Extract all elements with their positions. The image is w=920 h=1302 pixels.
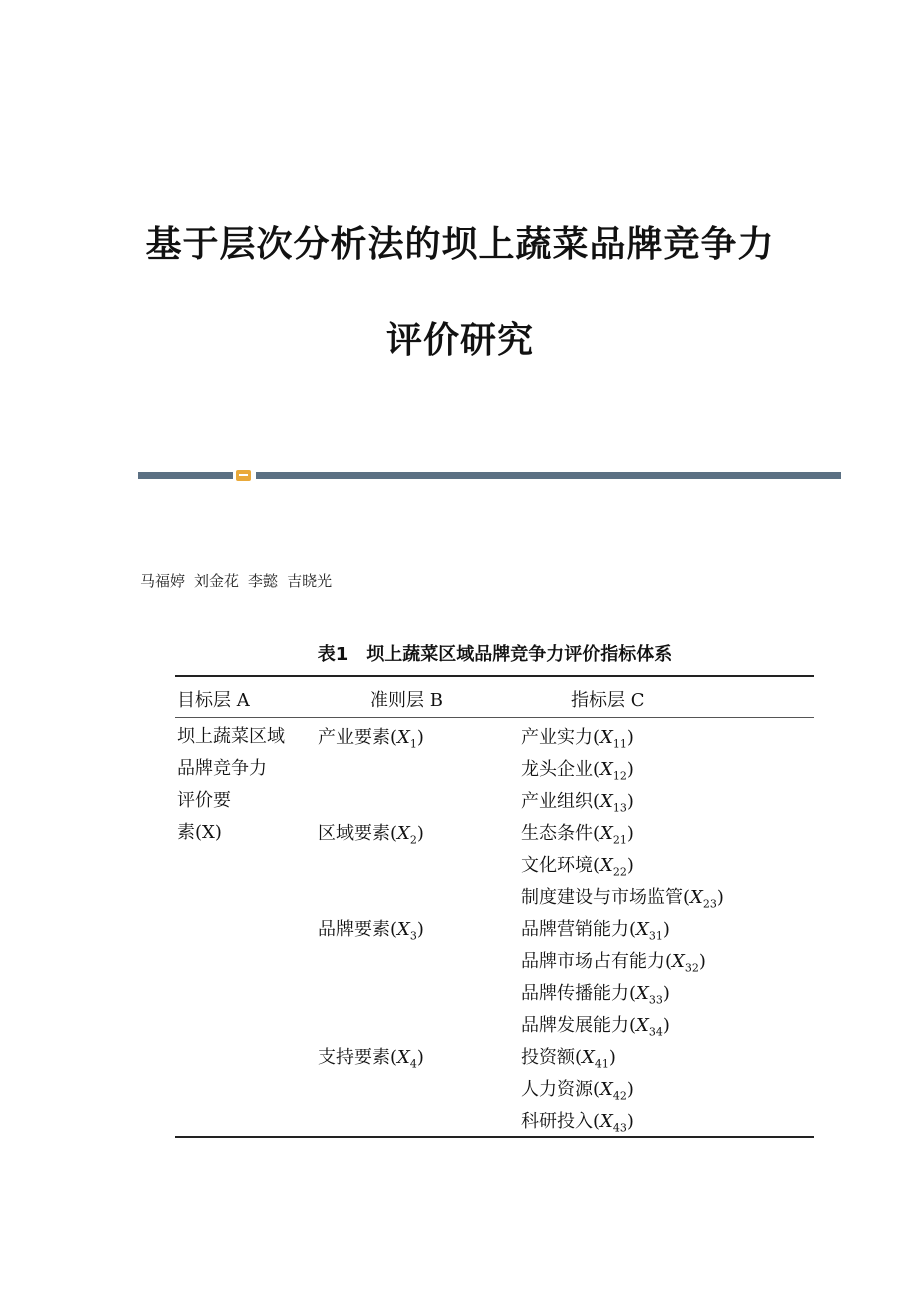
- indicator-cell-label: 科研投入: [521, 1111, 593, 1132]
- indicator-cell-label: 品牌传播能力: [521, 983, 629, 1004]
- indicator-cell-variable: X: [672, 951, 685, 972]
- goal-cell: [177, 721, 317, 849]
- criteria-cell: 品牌要素$(X_3)$: [318, 919, 424, 943]
- header-indicator-layer: 指标层 C: [571, 690, 645, 711]
- indicator-cell: 产业组织$(X_{13})$: [521, 791, 634, 815]
- indicator-cell-subscript: 22: [612, 865, 627, 879]
- indicator-cell-subscript: 33: [648, 993, 663, 1007]
- divider-book-icon: [236, 470, 251, 481]
- indicator-cell-subscript: 42: [612, 1089, 627, 1103]
- criteria-cell-variable: X: [397, 727, 410, 748]
- title-divider: [138, 470, 841, 480]
- divider-bar-right: [256, 472, 841, 479]
- criteria-cell-variable: X: [397, 919, 410, 940]
- indicator-cell-subscript: 34: [648, 1025, 663, 1039]
- criteria-cell: 支持要素$(X_4)$: [318, 1047, 424, 1071]
- indicator-cell-variable: X: [636, 1015, 649, 1036]
- indicator-cell-subscript: 31: [648, 929, 663, 943]
- indicator-cell-label: 品牌市场占有能力: [521, 951, 665, 972]
- criteria-cell: 区域要素$(X_2)$: [318, 823, 424, 847]
- indicator-cell-subscript: 21: [612, 833, 627, 847]
- index-system-table: [175, 675, 814, 1138]
- indicator-cell-subscript: 41: [594, 1057, 609, 1071]
- header-goal-layer: 目标层 A: [177, 690, 250, 711]
- indicator-cell-variable: X: [600, 823, 613, 844]
- indicator-cell-variable: X: [600, 1111, 613, 1132]
- indicator-cell: 投资额$(X_{41})$: [521, 1047, 616, 1071]
- goal-line: 评价要: [177, 790, 231, 811]
- indicator-cell-label: 产业组织: [521, 791, 593, 812]
- criteria-cell-subscript: 2: [409, 833, 417, 847]
- indicator-cell: 文化环境$(X_{22})$: [521, 855, 634, 879]
- indicator-cell-label: 人力资源: [521, 1079, 593, 1100]
- indicator-cell: 生态条件$(X_{21})$: [521, 823, 634, 847]
- criteria-cell-subscript: 3: [409, 929, 417, 943]
- indicator-cell: 品牌发展能力$(X_{34})$: [521, 1015, 670, 1039]
- indicator-cell-subscript: 43: [612, 1121, 627, 1135]
- indicator-cell-label: 产业实力: [521, 727, 593, 748]
- table-header-row: [175, 677, 814, 718]
- indicator-cell: 龙头企业$(X_{12})$: [521, 759, 634, 783]
- indicator-cell-subscript: 12: [612, 769, 627, 783]
- indicator-cell-variable: X: [600, 727, 613, 748]
- criteria-cell-subscript: 1: [409, 737, 417, 751]
- criteria-cell-label: 支持要素: [318, 1047, 390, 1068]
- indicator-cell: 制度建设与市场监管$(X_{23})$: [521, 887, 724, 911]
- indicator-cell-subscript: 23: [702, 897, 717, 911]
- indicator-cell: 品牌传播能力$(X_{33})$: [521, 983, 670, 1007]
- criteria-cell-variable: X: [397, 823, 410, 844]
- table-caption: 表1 坝上蔬菜区域品牌竞争力评价指标体系: [317, 644, 673, 665]
- indicator-cell: 人力资源$(X_{42})$: [521, 1079, 634, 1103]
- indicator-cell-label: 品牌营销能力: [521, 919, 629, 940]
- indicator-cell-variable: X: [636, 919, 649, 940]
- indicator-cell: 品牌营销能力$(X_{31})$: [521, 919, 670, 943]
- indicator-cell: 科研投入$(X_{43})$: [521, 1111, 634, 1135]
- indicator-cell-variable: X: [690, 887, 703, 908]
- indicator-cell: 品牌市场占有能力$(X_{32})$: [521, 951, 706, 975]
- indicator-cell-label: 投资额: [521, 1047, 575, 1068]
- criteria-cell-subscript: 4: [409, 1057, 417, 1071]
- indicator-cell-variable: X: [582, 1047, 595, 1068]
- criteria-cell: 产业要素$(X_1)$: [318, 727, 424, 751]
- indicator-cell-label: 文化环境: [521, 855, 593, 876]
- indicator-cell-label: 生态条件: [521, 823, 593, 844]
- indicator-cell-label: 品牌发展能力: [521, 1015, 629, 1036]
- document-title-line-1: 基于层次分析法的坝上蔬菜品牌竞争力: [145, 223, 775, 265]
- criteria-cell-label: 产业要素: [318, 727, 390, 748]
- indicator-cell-variable: X: [600, 855, 613, 876]
- goal-line: 坝上蔬菜区域: [177, 726, 285, 747]
- indicator-cell-variable: X: [600, 759, 613, 780]
- goal-line: 品牌竞争力: [177, 758, 267, 779]
- table-body: [175, 718, 814, 1136]
- indicator-cell-variable: X: [600, 791, 613, 812]
- indicator-cell-variable: X: [600, 1079, 613, 1100]
- indicator-cell-label: 龙头企业: [521, 759, 593, 780]
- document-title-line-2: 评价研究: [385, 319, 534, 361]
- author-list: 马福婷 刘金花 李懿 吉晓光: [140, 572, 333, 590]
- indicator-cell: 产业实力$(X_{11})$: [521, 727, 634, 751]
- indicator-cell-label: 制度建设与市场监管: [521, 887, 683, 908]
- indicator-cell-subscript: 11: [612, 737, 627, 751]
- indicator-cell-subscript: 32: [684, 961, 699, 975]
- criteria-cell-variable: X: [397, 1047, 410, 1068]
- goal-line: 素(X): [177, 822, 222, 843]
- divider-bar-left: [138, 472, 233, 479]
- criteria-cell-label: 品牌要素: [318, 919, 390, 940]
- indicator-cell-subscript: 13: [612, 801, 627, 815]
- indicator-cell-variable: X: [636, 983, 649, 1004]
- criteria-cell-label: 区域要素: [318, 823, 390, 844]
- header-criteria-layer: 准则层 B: [370, 690, 443, 711]
